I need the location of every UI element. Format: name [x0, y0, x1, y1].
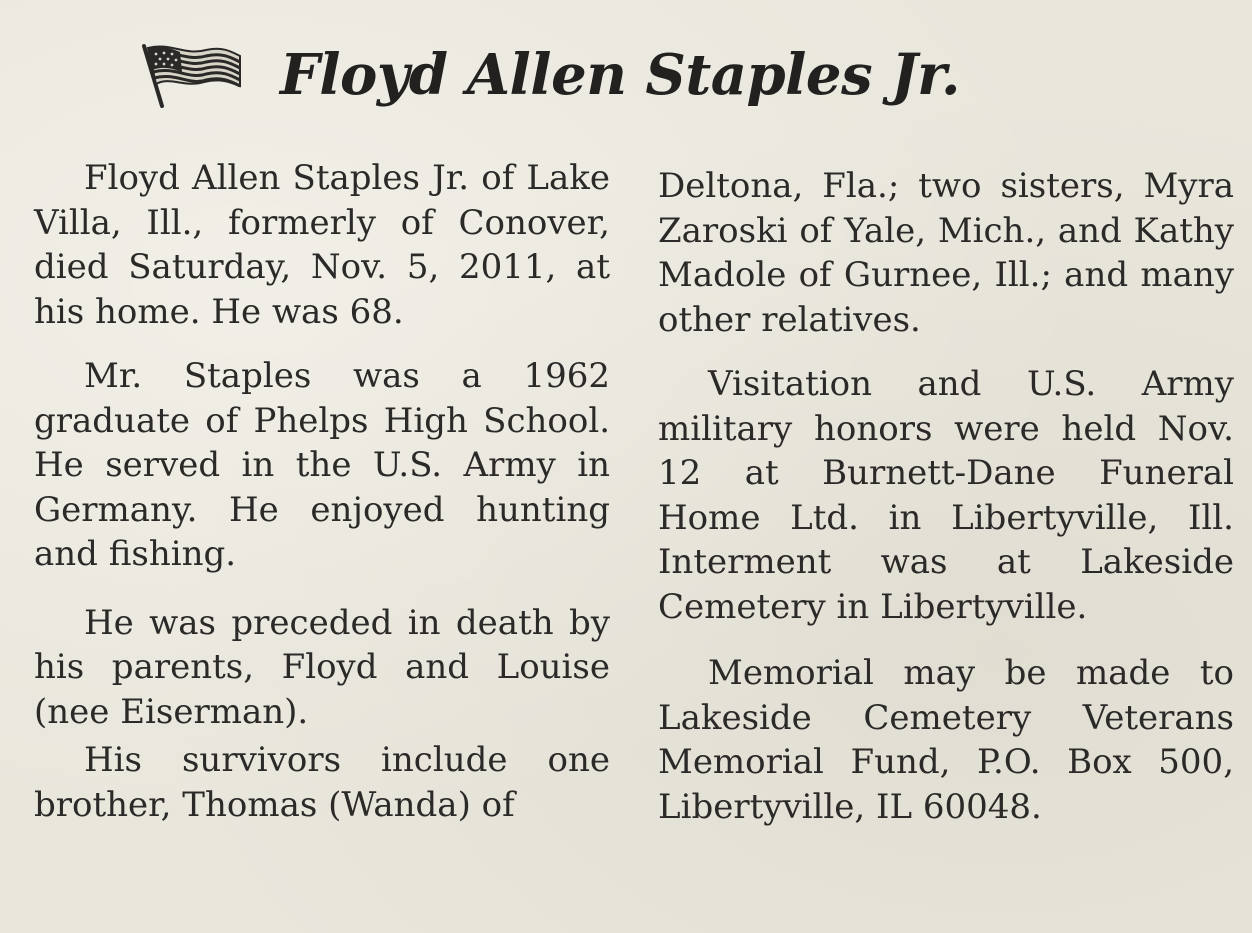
paragraph-biography: Mr. Staples was a 1962 graduate of Phelps High School. He served in the U.S. Army in Germany. He enjoyed hunting and fishing.	[34, 356, 610, 574]
paragraph-survivors-start: His survivors include one brother, Thomas (Wanda) of	[34, 740, 610, 825]
paragraph-death-notice: Floyd Allen Staples Jr. of Lake Villa, Ill., formerly of Conover, died Saturday, Nov. 5, 2011, at his home. He was 68.	[34, 158, 610, 332]
american-flag-icon	[140, 42, 244, 108]
paragraph-survivors-continued: Deltona, Fla.; two sisters, Myra Zaroski of Yale, Mich., and Kathy Madole of Gurnee, Ill.; and many other relatives.	[658, 166, 1234, 340]
paragraph-preceded: He was preceded in death by his parents, Floyd and Louise (nee Eiserman).	[34, 602, 610, 732]
left-column	[34, 156, 610, 827]
obituary-title: Floyd Allen Staples Jr.	[280, 42, 960, 108]
paragraph-memorial: Memorial may be made to Lakeside Cemetery Veterans Memorial Fund, P.O. Box 500, Libertyville, IL 60048.	[658, 653, 1234, 827]
obituary-header	[140, 30, 960, 120]
paragraph-visitation: Visitation and U.S. Army military honors were held Nov. 12 at Burnett-Dane Funeral Home Ltd. in Libertyville, Ill. Interment was at Lakeside Cemetery in Libertyville.	[658, 364, 1234, 627]
right-column	[658, 164, 1234, 829]
